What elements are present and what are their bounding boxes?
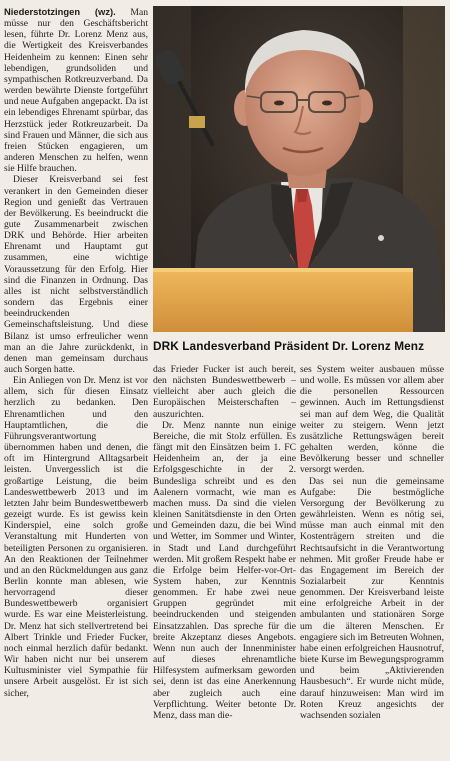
article-paragraph: Dr. Menz nannte nun einige Bereiche, die mit Stolz erfüllen. Es fängt mit den Einsätzen beim 1. FC Heidenheim an, der ja eine Erfolgsgeschichte in der 2. Bundesliga schreibt und es den Aalenern vormacht, wie man es machen muss. Da sind die vielen kleinen Sanitätsdienste in den Orten und Gemeinden dazu, die bei Wind und Wetter, im Sommer und Winter, in Stadt und Land durchgeführt werden. Mit großem Respekt habe er die Erfolge beim Helfer-vor-Ort-System haben, zur Kenntnis genommen. Er habe zwei neue Gruppen gegründet mit beeindruckenden und steigenden Einsatzzahlen. Das spreche für die breite Akzeptanz dieses Angebots. Wenn nun auch der Innenminister auf dieses ehrenamtliche Hilfesystem aufmerksam geworden sei, denn ist das eine Anerkennung aber zugleich auch eine Verpflichtung. Weiter betonte Dr. Menz, dass man die- bbox=[153, 419, 296, 721]
article-paragraph: Das sei nun die gemeinsame Aufgabe: Die bestmögliche Versorgung der Bevölkerung zu gewährleisten. Wenn es nötig sei, müsse man auch einmal mit den Kostenträgern streiten und die Rechtsaufsicht in die Verantwortung nehmen. Mit großer Freude habe er das Engagement im Bereich der Sozialarbeit zur Kenntnis genommen. Der Kreisverband leiste eine erfolgreiche Arbeit in der ambulanten und stationären Sorge um die älteren Menschen. Er engagiere sich im Betreuten Wohnen, habe einen erfolgreichen Hausnotruf, biete Kurse im Bewegungsprogramm und beim „Aktivierenden Hausbesuch“. Er wurde nicht müde, darauf hinzuweisen: Man wird im Roten Kreuz angesichts der wachsenden sozialen bbox=[300, 475, 444, 721]
article-paragraph: das Frieder Fucker ist auch bereit, den nächsten Bundeswettbewerb – vielleicht aber auch gleich die Europäischen Meisterschaften – auszurichten. bbox=[153, 364, 296, 420]
article-column-3 bbox=[300, 364, 444, 756]
article-column-2 bbox=[153, 364, 296, 756]
article-paragraph: Niederstotzingen (wz). Man müsse nur den Geschäftsbericht lesen, führte Dr. Lorenz Menz aus, die Wertigkeit des Kreisverbandes Heidenheim zu kennen: Einen sehr lebendigen, grundsoliden und sympathischen Rotkreuzverband. Da werden bewährte Dienste fortgeführt und neue Aufgaben angepackt. Da ist ein lebendiges Ehrenamt spürbar, das Herzstück jeder Rotkreuzarbeit. Da sind Frauen und Männer, die sich aus freien Stücken engagieren, um anderen Menschen zu helfen, wenn sie Hilfe brauchen. bbox=[4, 6, 148, 175]
article-paragraph: ses System weiter ausbauen müsse und wolle. Es müssen vor allem aber die personellen Ressourcen gewinnen. Auch im Rettungsdienst sei man auf dem Weg, die Qualität weiter zu steigern. Wenn jetzt zusätzliche Rettungswägen bereit gehalten werden, könne die Bevölkerung besser und schneller versorgt werden. bbox=[300, 364, 444, 476]
speaker-illustration bbox=[153, 6, 445, 332]
photo-speaker bbox=[153, 6, 445, 332]
article-paragraph: Ein Anliegen von Dr. Menz ist vor allem, sich für diesen Einsatz herzlich zu bedanken. Den Ehrenamtlichen und den Hauptamtlichen, die die Führungsverantwortung übernommen haben und denen, die oft im Hintergrund Alltagsarbeit leisten. Unvergesslich ist die großartige Leistung, die beim Landeswettbewerb 2013 und im letzten Jahr beim Bundeswettbewerb gezeigt wurde. Es ist gewiss kein Kinderspiel, eine solch große Veranstaltung mit Hunderten von beteiligten Personen zu organisieren. An den Reaktionen der Teilnehmer und an den Rückmeldungen aus ganz Berlin konnte man ablesen, wie hervorragend dieser Bundeswettbewerb organisiert wurde. Es war eine Meisterleistung. Dr. Menz hat sich stellvertretend bei Albert Trinkle und Frieder Fucker, noch einmal herzlich dafür bedankt. Wir haben nicht nur bei unserem Kultusminister viel Sympathie für unsere Arbeit ausgelöst. Er ist sich sicher, bbox=[4, 375, 148, 699]
article-column-1 bbox=[4, 6, 148, 756]
dateline: Niederstotzingen (wz). bbox=[4, 6, 116, 17]
photo-caption: DRK Landesverband Präsident Dr. Lorenz Menz bbox=[153, 339, 425, 353]
article-paragraph: Dieser Kreisverband sei fest verankert in den Gemeinden dieser Region und genießt das Vertrauen der Bevölkerung. Es beeindruckt die gute Zusammenarbeit zwischen DRK und Behörde. Hier arbeiten Ehrenamt und Hauptamt gut zusammen, eine wichtige Voraussetzung für den Erfolg. Hier sind die Finanzen in Ordnung. Das alles ist nicht selbstverständlich sondern das Ergebnis einer beeindruckenden Gemeinschaftsleistung. Und diese Bilanz ist umso erfreulicher wenn man an die Jahre zurückdenkt, in denen man gemeinsam durchaus auch Sorgen hatte. bbox=[4, 174, 148, 375]
